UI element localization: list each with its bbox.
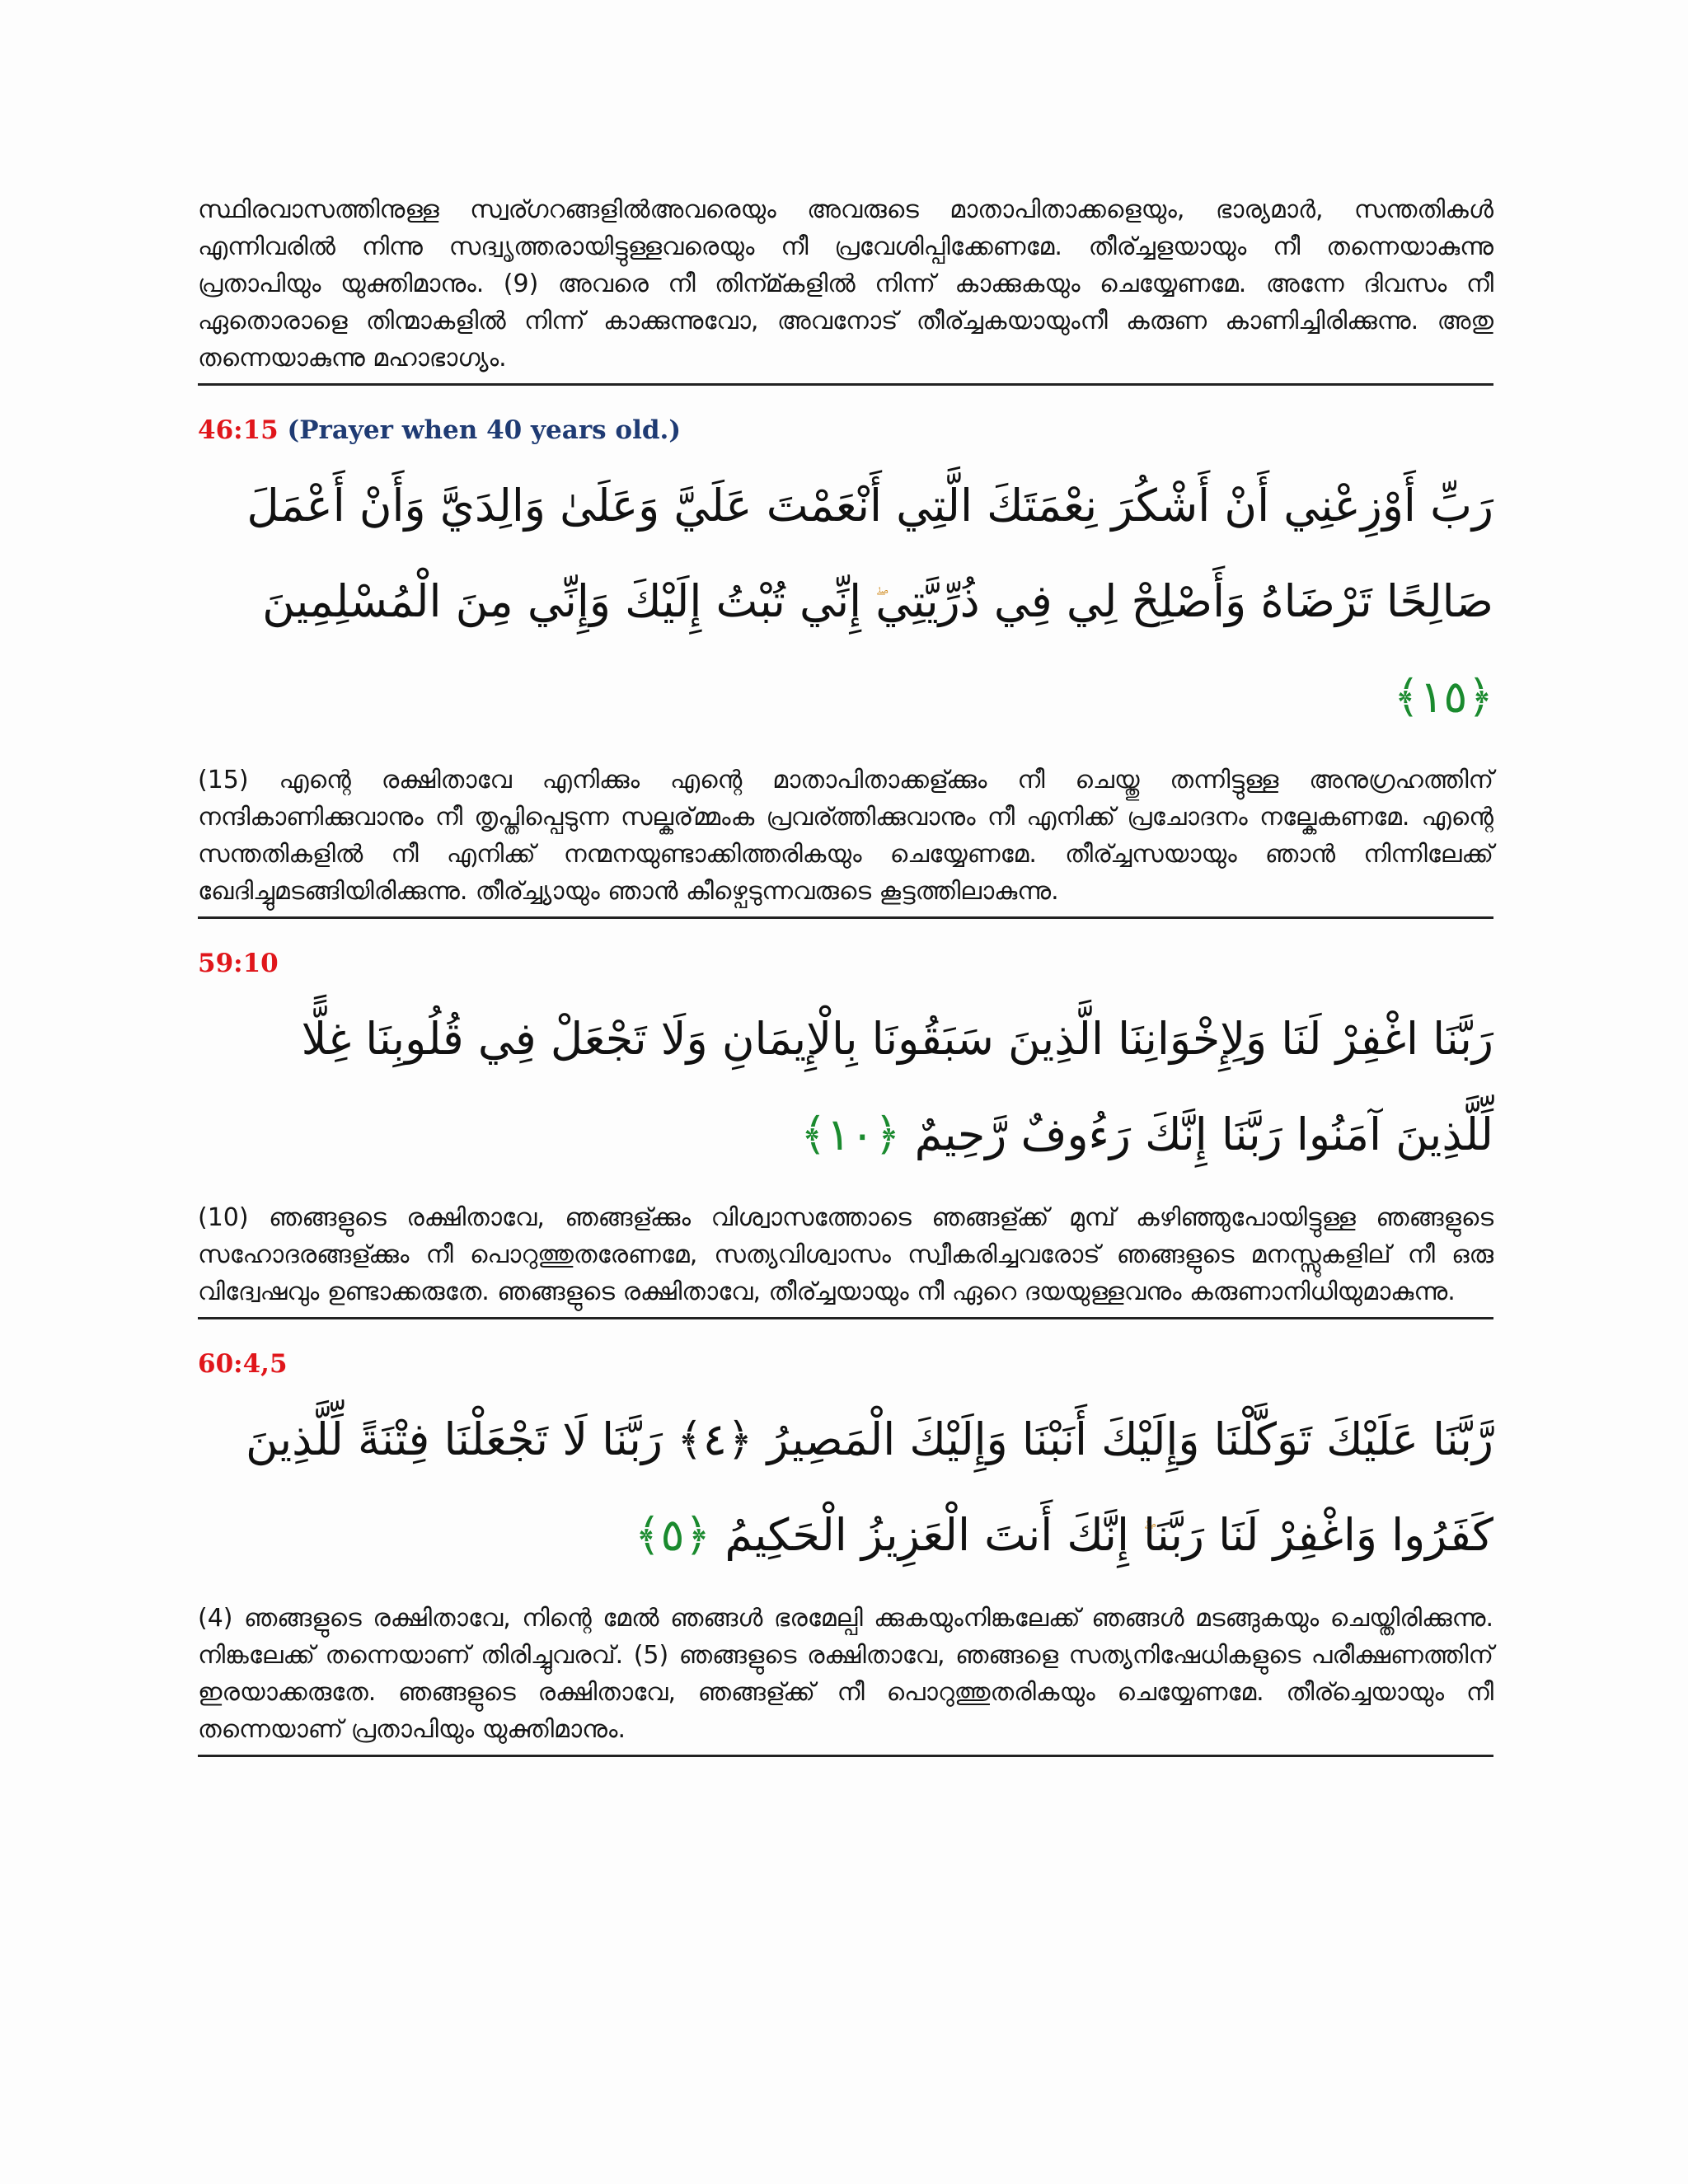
ayah-number-marker: ﴿١٠﴾ — [800, 1108, 901, 1160]
verse-reference: 59:10 — [198, 949, 279, 978]
verse-heading — [198, 947, 1493, 980]
arabic-text-continued: إِنَّكَ أَنتَ الْعَزِيزُ الْحَكِيمُ — [710, 1509, 1144, 1561]
verse-heading — [198, 414, 1493, 447]
verse-reference: 60:4,5 — [198, 1349, 288, 1379]
arabic-text: رَبَّنَا اغْفِرْ لَنَا وَلِإِخْوَانِنَا الَّذِينَ سَبَقُونَا بِالْإِيمَانِ وَلَا تَجْعَلْ فِي قُلُوبِنَا غِلًّا لِّلَّذِينَ آمَنُوا رَبَّنَا إِنَّكَ رَءُوفٌ رَّحِيمٌ — [301, 1013, 1493, 1160]
arabic-text-continued: إِنِّي تُبْتُ إِلَيْكَ وَإِنِّي مِنَ الْمُسْلِمِينَ — [262, 575, 876, 627]
divider — [198, 1755, 1493, 1757]
translation-paragraph: (4) ഞങ്ങളുടെ രക്ഷിതാവേ, നിന്റെ മേല്‍ ഞങ്ങള്‍ ഭരമേല്പി ക്കുകയുംനിങ്കലേക്ക് ഞങ്ങള്‍ മടങ്ങുകയും ചെയ്തിരിക്കുന്നു. നിങ്കലേക്ക് തന്നെയാണ് തിരിച്ചുവരവ്. (5) ഞങ്ങളുടെ രക്ഷിതാവേ, ഞങ്ങളെ സത്യനിഷേധികളുടെ പരീക്ഷണത്തിന് ഇരയാക്കരുതേ. ഞങ്ങളുടെ രക്ഷിതാവേ, ഞങ്ങള്ക്ക് നീ പൊറുത്തുതരികയും ചെയ്യേണമേ. തീര്ച്ചെയായും നീ തന്നെയാണ് പ്രതാപിയും യുക്തിമാനും. — [198, 1604, 1493, 1744]
verse-reference: 46:15 — [198, 415, 279, 445]
arabic-text: رَبِّ أَوْزِعْنِي أَنْ أَشْكُرَ نِعْمَتَكَ الَّتِي أَنْعَمْتَ عَلَيَّ وَعَلَىٰ وَالِدَيَّ وَأَنْ أَعْمَلَ صَالِحًا تَرْضَاهُ وَأَصْلِحْ لِي فِي ذُرِّيَّتِي — [246, 480, 1493, 627]
divider — [198, 383, 1493, 386]
arabic-verse — [198, 458, 1493, 745]
translation-paragraph: (10) ഞങ്ങളുടെ രക്ഷിതാവേ, ഞങ്ങള്ക്കും വിശ്വാസത്തോടെ ഞങ്ങള്ക്ക് മുമ്പ് കഴിഞ്ഞുപോയിട്ടുള്ള ഞങ്ങളുടെ സഹോദരങ്ങള്ക്കും നീ പൊറുത്തുതരേണമേ, സത്യവിശ്വാസം സ്വീകരിച്ചവരോട് ഞങ്ങളുടെ മനസ്സുകളില് നീ ഒരു വിദ്വേഷവും ഉണ്ടാക്കരുതേ. ഞങ്ങളുടെ രക്ഷിതാവേ, തീര്ച്ചയായും നീ ഏറെ ദയയുള്ളവനും കരുണാനിധിയുമാകുന്നു. — [198, 1203, 1493, 1306]
arabic-verse — [198, 991, 1493, 1183]
arabic-verse — [198, 1392, 1493, 1583]
ayah-number-marker: ﴿١٥﴾ — [1393, 671, 1493, 723]
translation-paragraph: സ്ഥിരവാസത്തിനുള്ള സ്വര്ഗറങ്ങളില്‍അവരെയും അവരുടെ മാതാപിതാക്കളെയും, ഭാര്യമാര്‍, സന്തതികള്‍ എന്നിവരില്‍ നിന്നു സദ്വൃത്തരായിട്ടുള്ളവരെയും നീ പ്രവേശിപ്പിക്കേണമേ. തീര്ച്ചളയായും നീ തന്നെയാകുന്നു പ്രതാപിയും യുക്തിമാനും. (9) അവരെ നീ തിന്മ്കളില്‍ നിന്ന് കാക്കുകയും ചെയ്യേണമേ. അന്നേ ദിവസം നീ ഏതൊരാളെ തിന്മാകളില്‍ നിന്ന് കാക്കുന്നുവോ, അവനോട് തീര്ച്ചകയായുംനീ കരുണ കാണിച്ചിരിക്കുന്നു. അതു തന്നെയാകുന്നു മഹാഭാഗ്യം. — [198, 195, 1493, 373]
ayah-number-marker: ﴿٥﴾ — [634, 1509, 711, 1561]
section-60-4-5 — [198, 1347, 1493, 1757]
translation-paragraph: (15) എന്റെ രക്ഷിതാവേ എനിക്കും എന്റെ മാതാപിതാക്കള്ക്കും നീ ചെയ്തു തന്നിട്ടുള്ള അനുഗ്രഹത്തിന് നന്ദികാണിക്കുവാനും നീ തൃപ്തിപ്പെടുന്ന സല്കര്മ്മംക പ്രവര്ത്തിക്കുവാനും നീ എനിക്ക് പ്രചോദനം നല്കേകണമേ. എന്റെ സന്തതികളില്‍ നീ എനിക്ക് നന്മനയുണ്ടാക്കിത്തരികയും ചെയ്യേണമേ. തീര്ച്ചസയായും ഞാന്‍ നിന്നിലേക്ക് ഖേദിച്ചുമടങ്ങിയിരിക്കുന്നു. തീര്ച്ച്യായും ഞാന്‍ കീഴ്പെടുന്നവരുടെ കൂട്ടത്തിലാകുന്നു. — [198, 766, 1493, 906]
divider — [198, 916, 1493, 919]
divider — [198, 1317, 1493, 1319]
section-46-15 — [198, 414, 1493, 919]
section-continuation — [198, 191, 1493, 386]
verse-note: (Prayer when 40 years old.) — [278, 415, 681, 445]
section-59-10 — [198, 947, 1493, 1319]
document-page — [198, 191, 1493, 1757]
verse-heading — [198, 1347, 1493, 1380]
arabic-text: رَّبَّنَا عَلَيْكَ تَوَكَّلْنَا وَإِلَيْكَ أَنَبْنَا وَإِلَيْكَ الْمَصِيرُ ﴿٤﴾ رَبَّنَا لَا تَجْعَلْنَا فِتْنَةً لِّلَّذِينَ كَفَرُوا وَاغْفِرْ لَنَا رَبَّنَا — [245, 1413, 1493, 1561]
